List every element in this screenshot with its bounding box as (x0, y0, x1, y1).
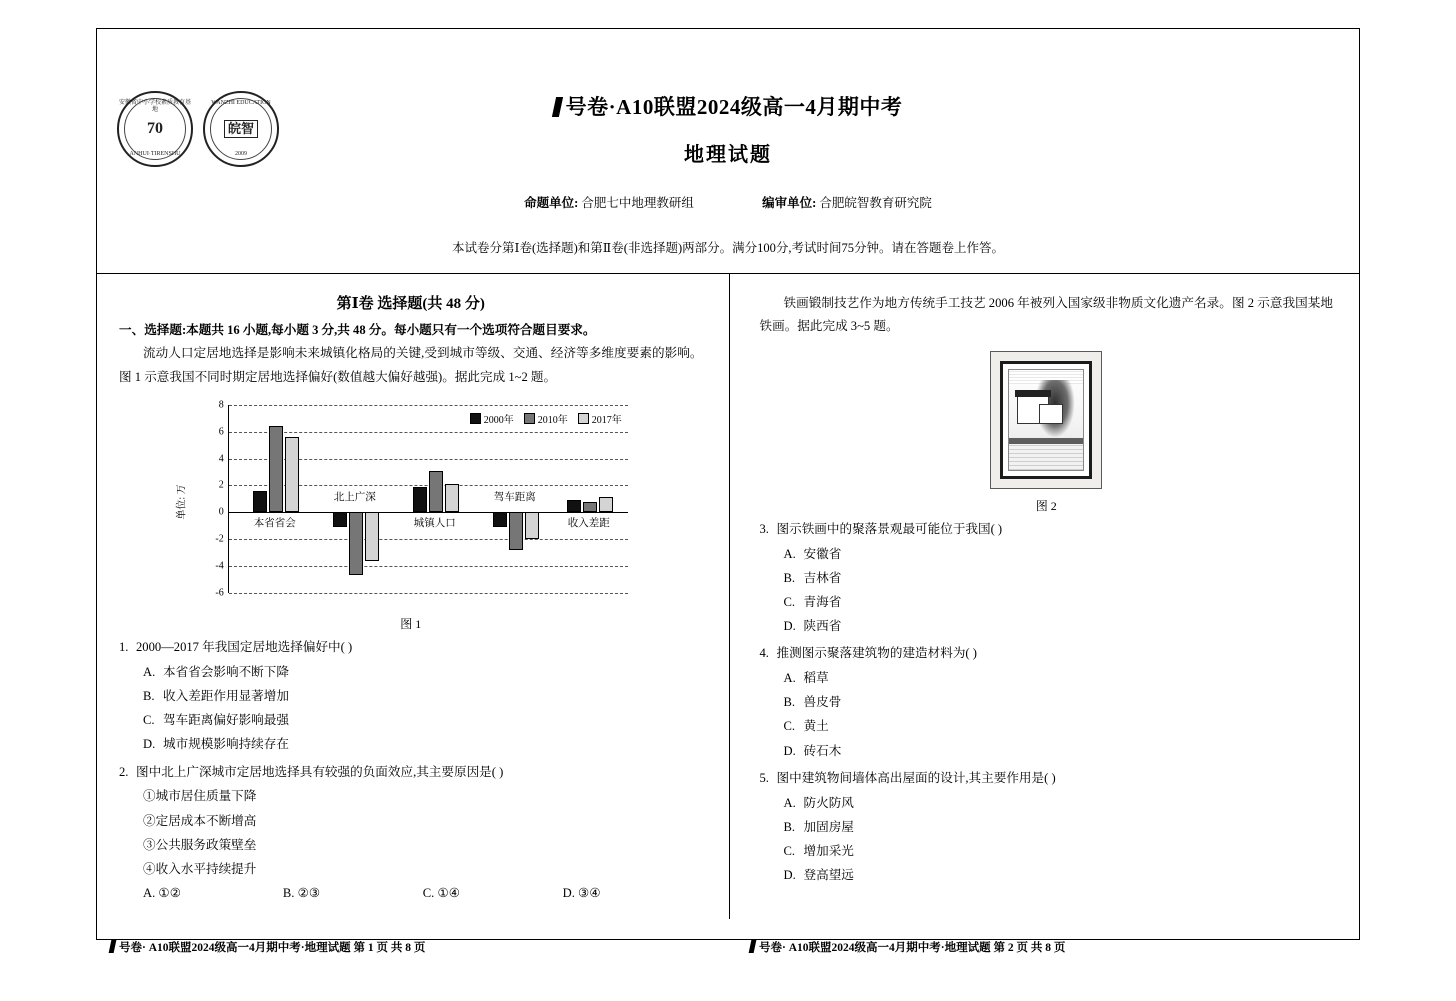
question-2 (119, 761, 703, 785)
chart-category-5: 收入差距 (567, 517, 610, 529)
question-3-stem: 图示铁画中的聚落景观最可能位于我国( ) (776, 521, 1003, 536)
q2-item-1: ①城市居住质量下降 (143, 789, 257, 804)
question-2-stem: 图中北上广深城市定居地选择具有较强的负面效应,其主要原因是( ) (136, 764, 504, 779)
ytick-2: 2 (218, 479, 224, 491)
q5-option-d[interactable] (784, 863, 1334, 887)
q1-option-b[interactable] (143, 684, 703, 708)
seal-left-top-text: 安徽省中小学校素质教育基地 (119, 100, 192, 113)
q3-option-a-text: 安徽省 (803, 546, 842, 561)
q3-option-b-label: B. (783, 570, 796, 585)
footer-left (96, 939, 728, 955)
legend-label-2010: 2010年 (537, 414, 568, 426)
footer-right-mark-icon (749, 940, 757, 953)
q2-choice-d-text: ③④ (578, 886, 601, 901)
question-1-options (143, 660, 703, 757)
question-5-options (784, 791, 1334, 888)
bar-beishangguangshen-2010 (349, 512, 363, 575)
column-right (729, 274, 1360, 919)
seal-right-core-text: 皖智 (224, 120, 258, 138)
artwork-house-2 (1039, 404, 1063, 424)
q1-option-c-text: 驾车距离偏好影响最强 (163, 713, 289, 728)
ytick-0: 0 (218, 506, 224, 518)
chart-category-4: 驾车距离 (493, 491, 536, 503)
q4-option-b-text: 兽皮骨 (803, 695, 842, 710)
bar-shourucaju-2000 (567, 500, 581, 512)
q2-item-2: ②定居成本不断增高 (143, 813, 257, 828)
question-5-number: 5. (759, 770, 769, 785)
chart-1 (176, 397, 646, 607)
question-1 (119, 636, 703, 660)
bar-jiachejuli-2000 (493, 512, 507, 527)
q3-option-d-label: D. (783, 619, 796, 634)
question-4 (760, 642, 1334, 666)
q1-option-d-text: 城市规模影响持续存在 (163, 737, 289, 752)
footer-right-text: 号卷· A10联盟2024级高一4月期中考·地理试题 第 2 页 共 8 页 (759, 942, 1066, 954)
ytick-4: 4 (218, 453, 224, 465)
figure-1 (119, 397, 703, 632)
gridline-neg2 (229, 539, 628, 540)
legend-swatch-2000 (470, 413, 481, 424)
unit-label-2-text: 编审单位: (762, 196, 817, 210)
unit-value-1: 合肥七中地理教研组 (581, 196, 694, 210)
seal-left-bottom-text: ANHUI·TIRENSHU (129, 151, 181, 158)
q5-option-c[interactable] (784, 839, 1334, 863)
brand-mark-icon (552, 97, 563, 117)
q1-option-c-label: C. (143, 713, 155, 728)
legend-swatch-2017 (578, 413, 589, 424)
ytick-neg4: -4 (215, 560, 224, 572)
chart-y-axis-label: 单位: 万 (176, 484, 188, 520)
question-2-number: 2. (119, 764, 129, 779)
chart-legend (470, 411, 622, 426)
q3-option-b-text: 吉林省 (803, 570, 842, 585)
q3-option-d-text: 陕西省 (803, 619, 842, 634)
question-2-items (143, 784, 703, 881)
unit-label-1-text: 命题单位: (524, 196, 579, 210)
seal-anhui-icon (117, 91, 193, 167)
q4-option-c[interactable] (784, 714, 1334, 738)
q3-option-d[interactable] (784, 614, 1334, 638)
q3-option-c-text: 青海省 (803, 594, 842, 609)
bar-chengzhenrenkou-2000 (413, 487, 427, 513)
q2-choice-a[interactable] (143, 885, 283, 901)
q4-option-a-text: 稻草 (803, 671, 829, 686)
bar-jiachejuli-2017 (525, 512, 539, 539)
gridline-6 (229, 432, 628, 433)
question-4-options (784, 666, 1334, 763)
ironpainting-frame-outer (990, 351, 1102, 489)
q1-option-c[interactable] (143, 708, 703, 732)
figure-1-caption: 图 1 (400, 616, 422, 631)
q4-option-c-label: C. (783, 719, 796, 734)
bar-jiachejuli-2010 (509, 512, 523, 550)
question-3-number: 3. (759, 521, 769, 536)
section-title-part1: 第Ⅰ卷 选择题(共 48 分) (336, 296, 485, 312)
q4-option-d-label: D. (783, 743, 796, 758)
question-4-stem: 推测图示聚落建筑物的建造材料为( ) (776, 646, 977, 661)
footer-right (728, 939, 1360, 955)
q4-option-c-text: 黄土 (803, 719, 829, 734)
q4-option-d[interactable] (784, 739, 1334, 763)
footer-left-mark-icon (109, 940, 117, 953)
q2-choice-d-label: D. (562, 886, 575, 901)
q4-option-a[interactable] (784, 666, 1334, 690)
bar-beishangguangshen-2000 (333, 512, 347, 527)
seal-left-core-text: 70 (147, 120, 163, 138)
unit-value-2: 合肥皖智教育研究院 (819, 196, 932, 210)
q2-choice-d[interactable] (563, 885, 703, 901)
legend-item-2017 (578, 411, 622, 426)
question-5-stem: 图中建筑物间墙体高出屋面的设计,其主要作用是( ) (776, 770, 1056, 785)
q1-option-d[interactable] (143, 732, 703, 756)
q4-option-a-label: A. (783, 671, 796, 686)
bar-beishangguangshen-2017 (365, 512, 379, 560)
q5-option-d-text: 登高望远 (803, 868, 854, 883)
q3-option-c-label: C. (783, 594, 796, 609)
unit-label-2 (762, 193, 816, 211)
bar-benshengshenghui-2010 (269, 426, 283, 512)
q4-option-d-text: 砖石木 (803, 743, 842, 758)
q5-option-a-text: 防火防风 (803, 795, 854, 810)
q2-choice-c-text: ①④ (437, 886, 461, 901)
question-4-number: 4. (759, 646, 769, 661)
q2-choice-a-text: ①② (158, 886, 181, 901)
q2-choice-b-label: B. (282, 886, 295, 901)
passage-1: 流动人口定居地选择是影响未来城镇化格局的关键,受到城市等级、交通、经济等多维度要素的影响。图 1 示意我国不同时期定居地选择偏好(数值越大偏好越强)。据此完成 1~2 题。 (119, 346, 703, 384)
q1-option-b-text: 收入差距作用显著增加 (163, 688, 289, 703)
ytick-neg2: -2 (215, 533, 224, 545)
instruction-line (119, 319, 703, 342)
ytick-6: 6 (218, 426, 224, 438)
exam-notice: 本试卷分第Ⅰ卷(选择题)和第Ⅱ卷(非选择题)两部分。满分100分,考试时间75分钟。请在答题卷上作答。 (452, 241, 1004, 255)
page-title (97, 29, 1359, 121)
legend-label-2000: 2000年 (483, 414, 514, 426)
question-1-number: 1. (119, 639, 129, 654)
legend-label-2017: 2017年 (591, 414, 622, 426)
bar-shourucaju-2010 (583, 502, 597, 513)
q3-option-a-label: A. (783, 546, 796, 561)
page-footer (96, 939, 1360, 955)
page-title-text: 号卷·A10联盟2024级高一4月期中考 (565, 95, 903, 119)
question-2-choices (143, 885, 703, 901)
chart-category-3: 城镇人口 (413, 517, 456, 529)
page-subtitle: 地理试题 (684, 144, 772, 166)
q5-option-c-text: 增加采光 (803, 844, 854, 859)
ironpainting-artwork-image (1008, 369, 1084, 471)
legend-item-2000 (470, 411, 514, 426)
gridline-0 (229, 512, 628, 513)
q3-option-a[interactable] (784, 542, 1334, 566)
q1-option-a-label: A. (143, 664, 156, 679)
q2-choice-c-label: C. (422, 886, 435, 901)
unit-label-1 (524, 193, 578, 211)
q4-option-b[interactable] (784, 690, 1334, 714)
q3-option-b[interactable] (784, 566, 1334, 590)
q1-option-b-label: B. (143, 688, 155, 703)
seal-wanzhi-icon (203, 91, 279, 167)
gridline-neg6 (229, 593, 628, 594)
gridline-neg4 (229, 566, 628, 567)
unit-line (97, 193, 1359, 211)
q2-choice-b[interactable] (283, 885, 423, 901)
q2-choice-b-text: ②③ (297, 886, 321, 901)
q5-option-a-label: A. (783, 795, 796, 810)
q5-option-a[interactable] (784, 791, 1334, 815)
q5-option-d-label: D. (783, 868, 796, 883)
figure-2-caption: 图 2 (1035, 498, 1057, 513)
bar-benshengshenghui-2017 (285, 437, 299, 512)
q3-option-c[interactable] (784, 590, 1334, 614)
legend-item-2010 (524, 411, 568, 426)
question-3 (760, 518, 1334, 542)
q5-option-b-label: B. (783, 819, 796, 834)
instruction-prefix: 一、选择题: (119, 323, 187, 337)
chart-plot-area (215, 399, 628, 599)
legend-swatch-2010 (524, 413, 535, 424)
bar-shourucaju-2017 (599, 497, 613, 512)
ironpainting-frame-inner (1000, 361, 1092, 479)
q2-choice-c[interactable] (423, 885, 563, 901)
question-1-stem: 2000—2017 年我国定居地选择偏好中( ) (136, 639, 353, 654)
q5-option-b-text: 加固房屋 (803, 819, 854, 834)
gridline-8 (229, 405, 628, 406)
paper-header (97, 29, 1359, 274)
figure-2 (760, 351, 1334, 514)
q4-option-b-label: B. (783, 695, 796, 710)
artwork-water (1009, 444, 1083, 470)
bar-benshengshenghui-2000 (253, 491, 267, 513)
bar-chengzhenrenkou-2010 (429, 471, 443, 513)
q1-option-d-label: D. (143, 737, 156, 752)
seal-right-top-text: WANZHI EDUCATION (211, 100, 271, 106)
ytick-neg6: -6 (215, 587, 224, 599)
q5-option-c-label: C. (783, 844, 796, 859)
footer-left-text: 号卷· A10联盟2024级高一4月期中考·地理试题 第 1 页 共 8 页 (119, 942, 426, 954)
column-left (97, 274, 729, 919)
ytick-8: 8 (218, 399, 224, 411)
chart-category-1: 本省省会 (253, 517, 296, 529)
chart-category-2: 北上广深 (333, 491, 376, 503)
question-3-options (784, 542, 1334, 639)
q1-option-a[interactable] (143, 660, 703, 684)
bar-chengzhenrenkou-2017 (445, 484, 459, 512)
q5-option-b[interactable] (784, 815, 1334, 839)
passage-2: 铁画锻制技艺作为地方传统手工技艺 2006 年被列入国家级非物质文化遗产名录。图 2 示意我国某地铁画。据此完成 3~5 题。 (759, 296, 1333, 334)
seal-right-bottom-text: 2009 (235, 151, 247, 158)
paper-body (97, 274, 1359, 919)
seal-group (117, 91, 279, 167)
q2-choice-a-label: A. (143, 886, 156, 901)
q1-option-a-text: 本省省会影响不断下降 (163, 664, 289, 679)
question-5 (760, 767, 1334, 791)
q2-item-3: ③公共服务政策壁垒 (143, 837, 257, 852)
instruction-text: 本题共 16 小题,每小题 3 分,共 48 分。每小题只有一个选项符合题目要求。 (186, 323, 596, 337)
paper-sheet (96, 28, 1360, 940)
q2-item-4: ④收入水平持续提升 (143, 861, 257, 876)
